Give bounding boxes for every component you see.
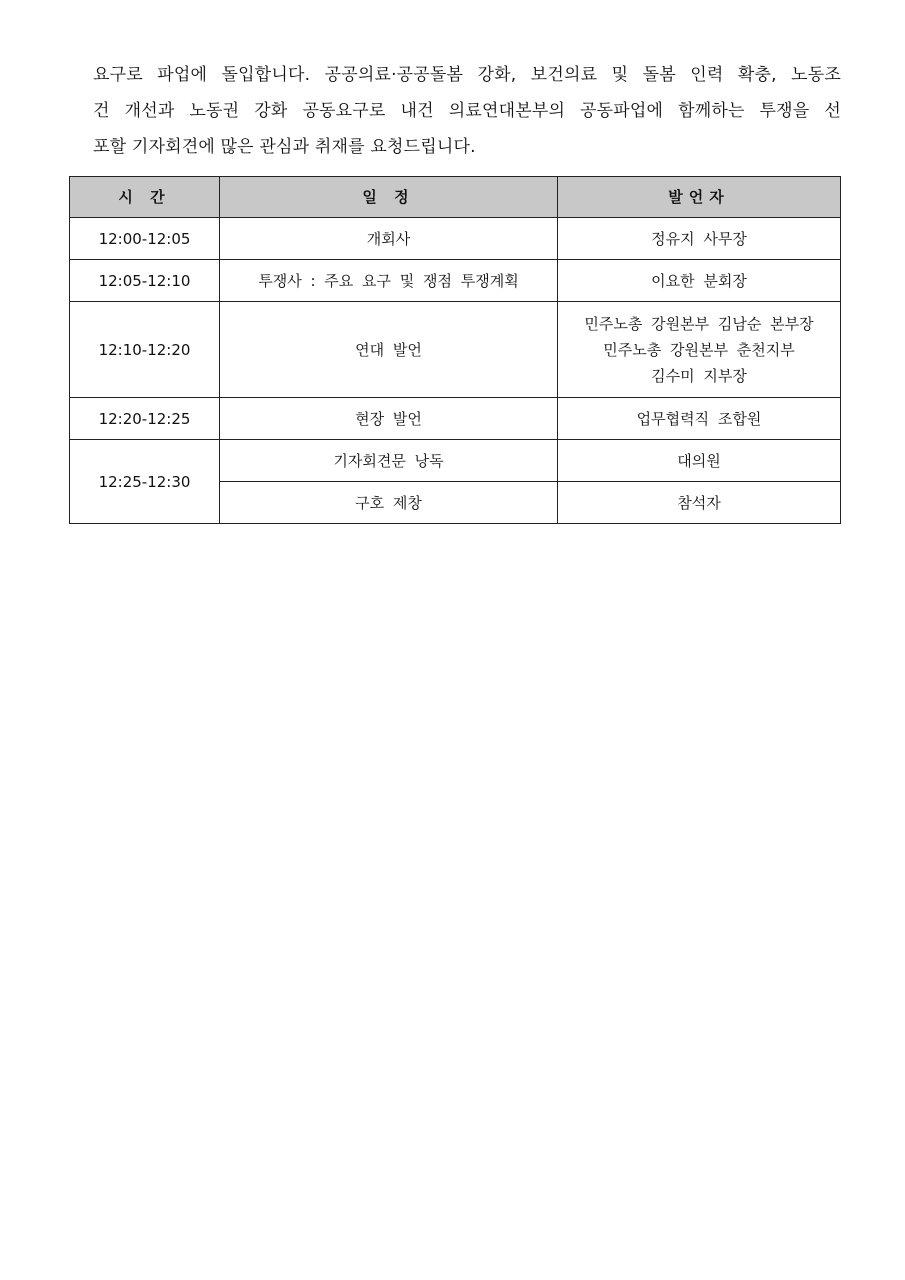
item-cell: 연대 발언 <box>220 302 558 398</box>
time-cell: 12:10-12:20 <box>70 302 220 398</box>
table-row <box>70 218 841 260</box>
schedule-table <box>69 176 841 524</box>
column-header-speaker: 발언자 <box>558 177 841 218</box>
speaker-line: 민주노총 강원본부 김남순 본부장 <box>584 314 814 333</box>
table-row <box>70 398 841 440</box>
column-header-time: 시 간 <box>70 177 220 218</box>
intro-line: 포할 기자회견에 많은 관심과 취재를 요청드립니다. <box>93 137 476 157</box>
speaker-cell: 대의원 <box>558 440 841 482</box>
time-cell: 12:20-12:25 <box>70 398 220 440</box>
speaker-cell <box>558 302 841 398</box>
item-cell: 개회사 <box>220 218 558 260</box>
item-cell: 투쟁사 : 주요 요구 및 쟁점 투쟁계획 <box>220 260 558 302</box>
table-row <box>70 440 841 482</box>
intro-paragraph <box>93 57 841 165</box>
time-cell: 12:05-12:10 <box>70 260 220 302</box>
time-cell: 12:25-12:30 <box>70 440 220 524</box>
intro-line: 요구로 파업에 돌입합니다. 공공의료·공공돌봄 강화, 보건의료 및 돌봄 인력 확충, 노동조 <box>93 65 841 85</box>
intro-line: 건 개선과 노동권 강화 공동요구로 내건 의료연대본부의 공동파업에 함께하는 투쟁을 선 <box>93 101 841 121</box>
speaker-cell: 이요한 분회장 <box>558 260 841 302</box>
speaker-line: 민주노총 강원본부 춘천지부 <box>603 340 795 359</box>
table-row <box>70 302 841 398</box>
item-cell: 기자회견문 낭독 <box>220 440 558 482</box>
column-header-item: 일 정 <box>220 177 558 218</box>
speaker-line: 김수미 지부장 <box>651 366 747 385</box>
speaker-cell: 업무협력직 조합원 <box>558 398 841 440</box>
speaker-cell: 정유지 사무장 <box>558 218 841 260</box>
time-cell: 12:00-12:05 <box>70 218 220 260</box>
item-cell: 현장 발언 <box>220 398 558 440</box>
item-cell: 구호 제창 <box>220 482 558 524</box>
table-header-row <box>70 177 841 218</box>
speaker-cell: 참석자 <box>558 482 841 524</box>
table-row <box>70 260 841 302</box>
